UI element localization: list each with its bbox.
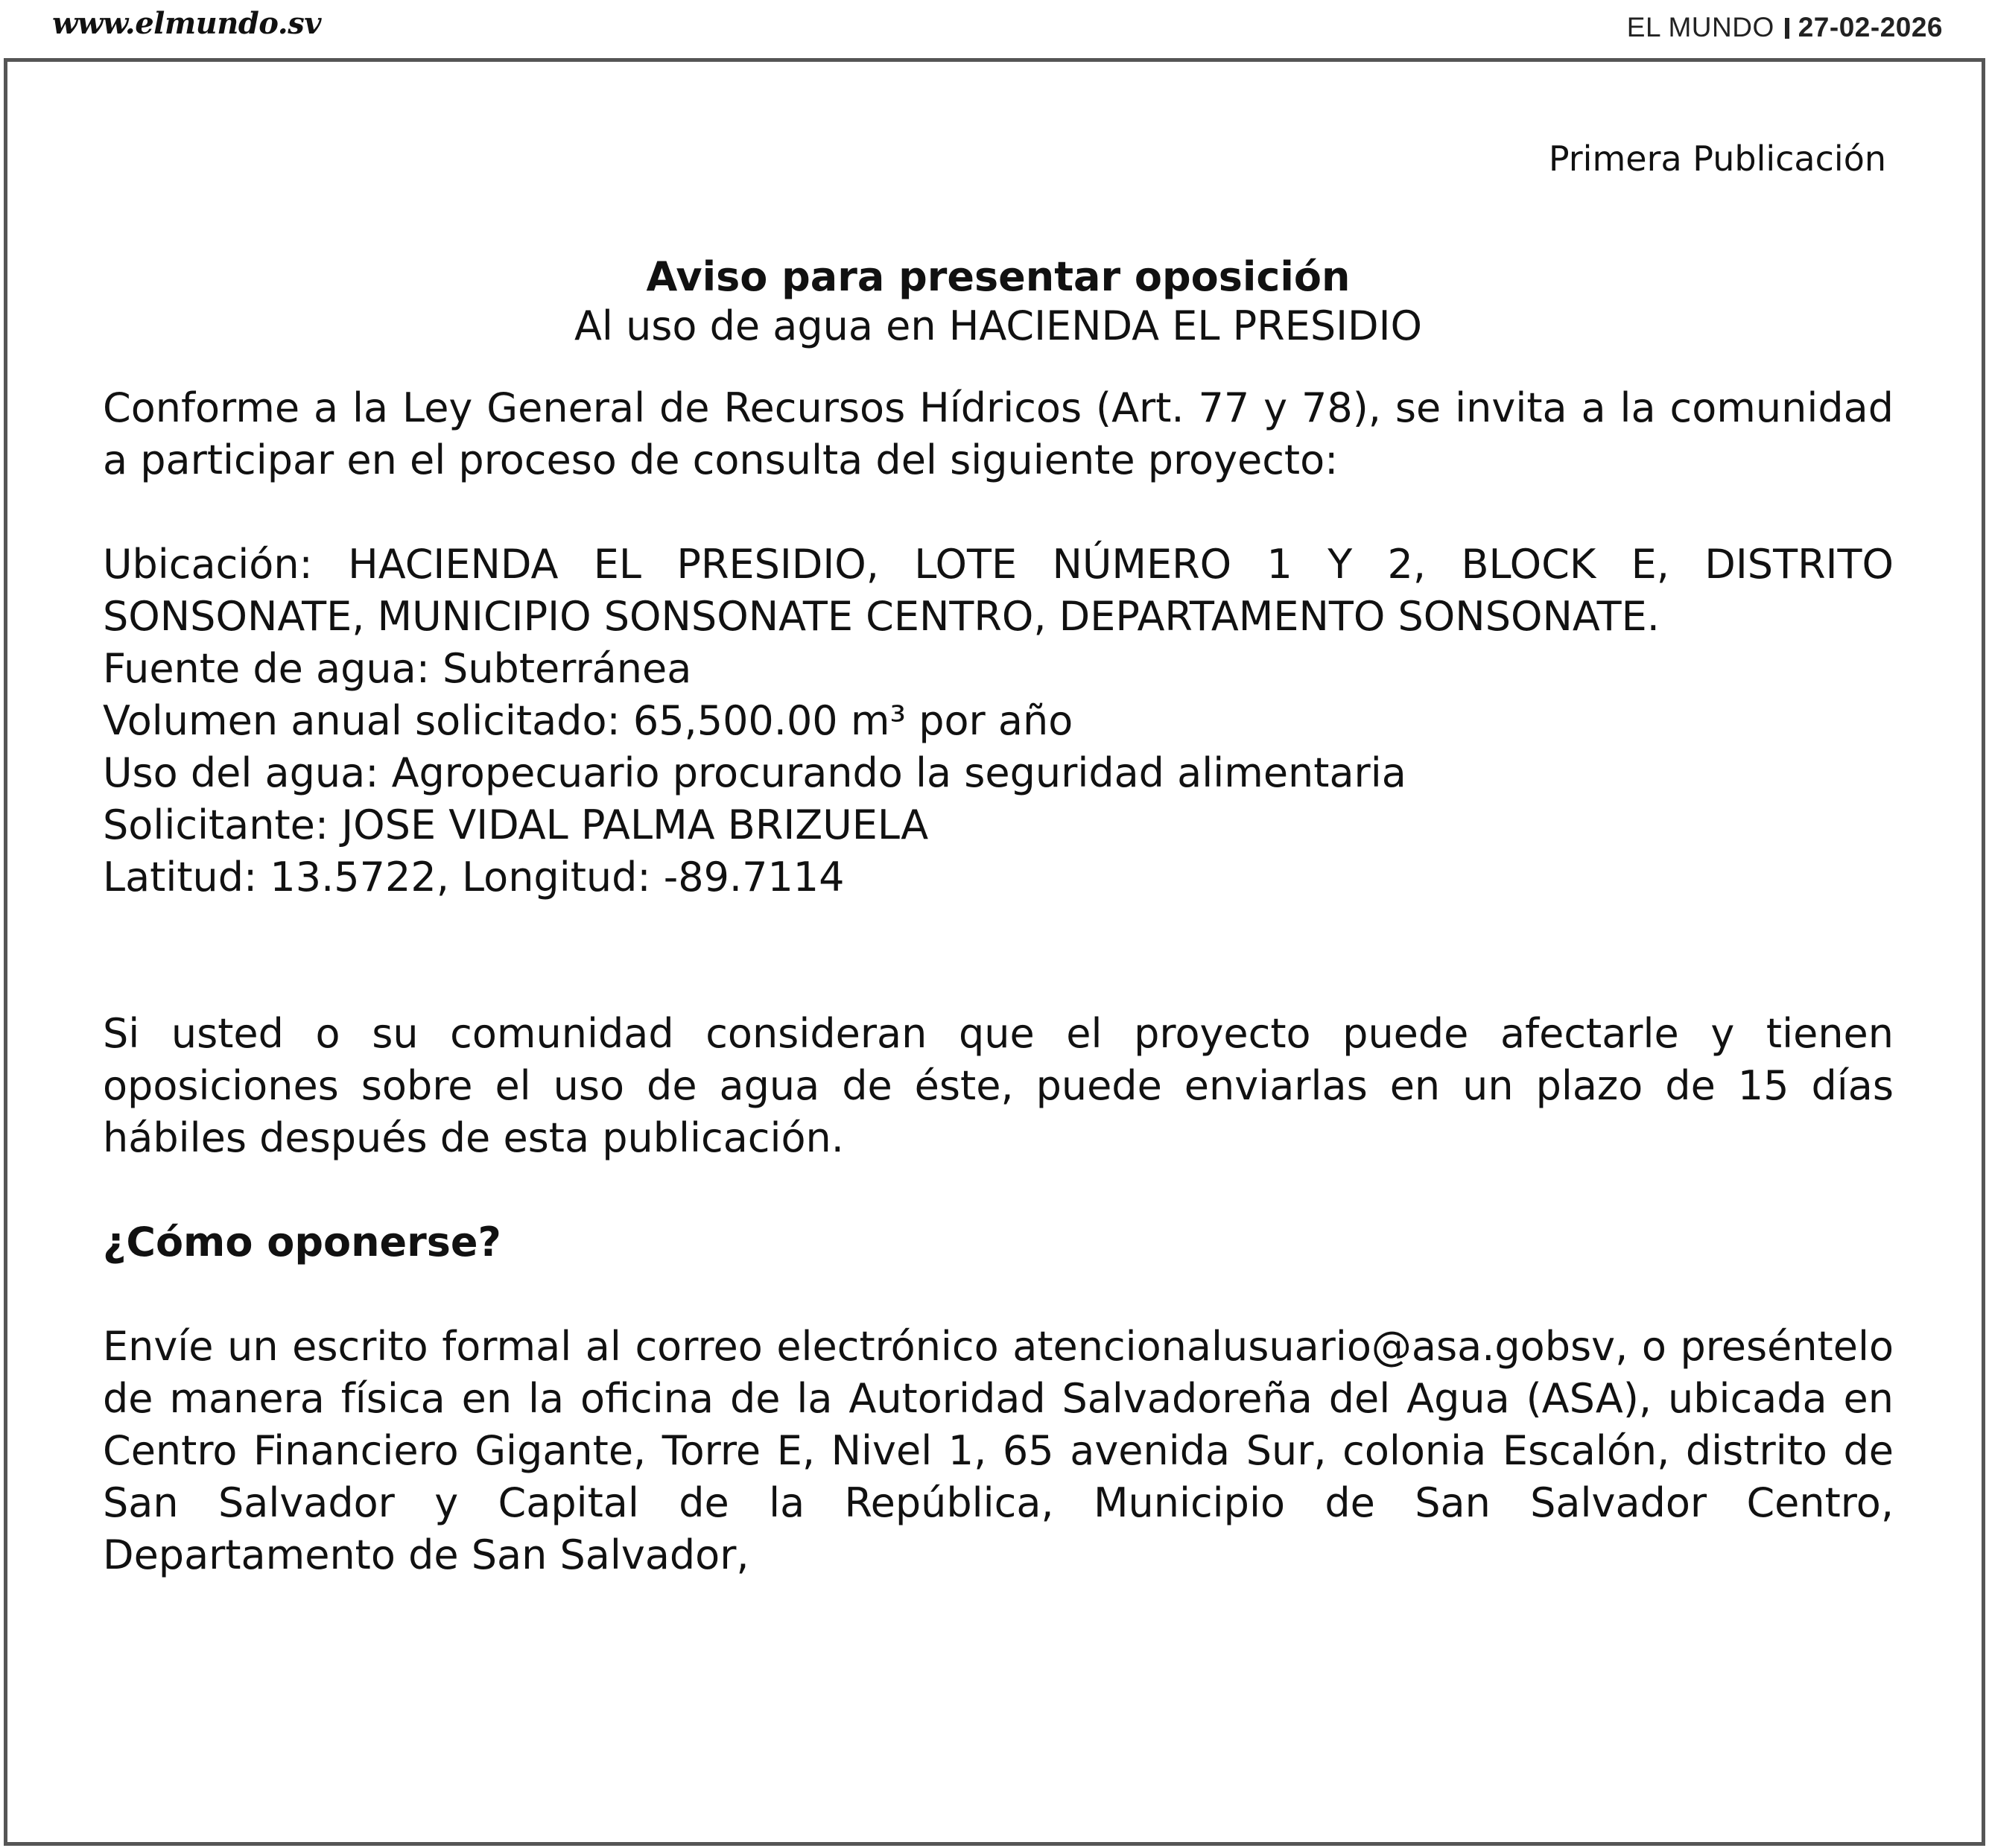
- page-header: [0, 0, 1989, 58]
- project-details: [103, 539, 1894, 904]
- notice-title: Aviso para presentar oposición: [646, 253, 1351, 300]
- how-to-paragraph: Envíe un escrito formal al correo electrónico atencionalusuario@asa.gobsv, o preséntelo de manera física en la oficina de la Autoridad Salvadoreña del Agua (ASA), ubicada en Centro Financiero Gigante, Torre E, Nivel 1, 65 avenida Sur, colonia Escalón, distrito de San Salvador y Capital de la República, Municipio de San Salvador Centro, Departamento de San Salvador,: [103, 1323, 1894, 1578]
- site-url: www.elmundo.sv: [52, 6, 321, 41]
- paper-name: EL MUNDO: [1626, 12, 1774, 42]
- detail-applicant: Solicitante: JOSE VIDAL PALMA BRIZUELA: [103, 801, 929, 848]
- notice-content: [103, 136, 1894, 1581]
- opposition-paragraph: Si usted o su comunidad consideran que el proyecto puede afectarle y tienen oposiciones sobre el uso de agua de éste, puede enviarlas en un plazo de 15 días hábiles después de esta publicación.: [103, 1010, 1894, 1161]
- intro-paragraph: Conforme a la Ley General de Recursos Hídricos (Art. 77 y 78), se invita a la comunidad a participar en el proceso de consulta del siguiente proyecto:: [103, 384, 1894, 483]
- detail-annual-volume: Volumen anual solicitado: 65,500.00 m³ por año: [103, 697, 1073, 744]
- detail-coordinates: Latitud: 13.5722, Longitud: -89.7114: [103, 854, 845, 901]
- masthead-separator: [1785, 18, 1789, 39]
- how-to-heading: ¿Cómo oponerse?: [103, 1219, 501, 1266]
- notice-frame: [4, 58, 1985, 1846]
- notice-subtitle: Al uso de agua en HACIENDA EL PRESIDIO: [574, 302, 1423, 349]
- publication-date: 27-02-2026: [1798, 12, 1943, 42]
- masthead: [1627, 12, 1943, 43]
- detail-water-source: Fuente de agua: Subterránea: [103, 645, 692, 692]
- publication-tag: Primera Publicación: [1548, 139, 1886, 179]
- detail-water-use: Uso del agua: Agropecuario procurando la seguridad alimentaria: [103, 749, 1406, 796]
- detail-location: Ubicación: HACIENDA EL PRESIDIO, LOTE NÚMERO 1 Y 2, BLOCK E, DISTRITO SONSONATE, MUNICIPIO SONSONATE CENTRO, DEPARTAMENTO SONSONATE.: [103, 541, 1894, 640]
